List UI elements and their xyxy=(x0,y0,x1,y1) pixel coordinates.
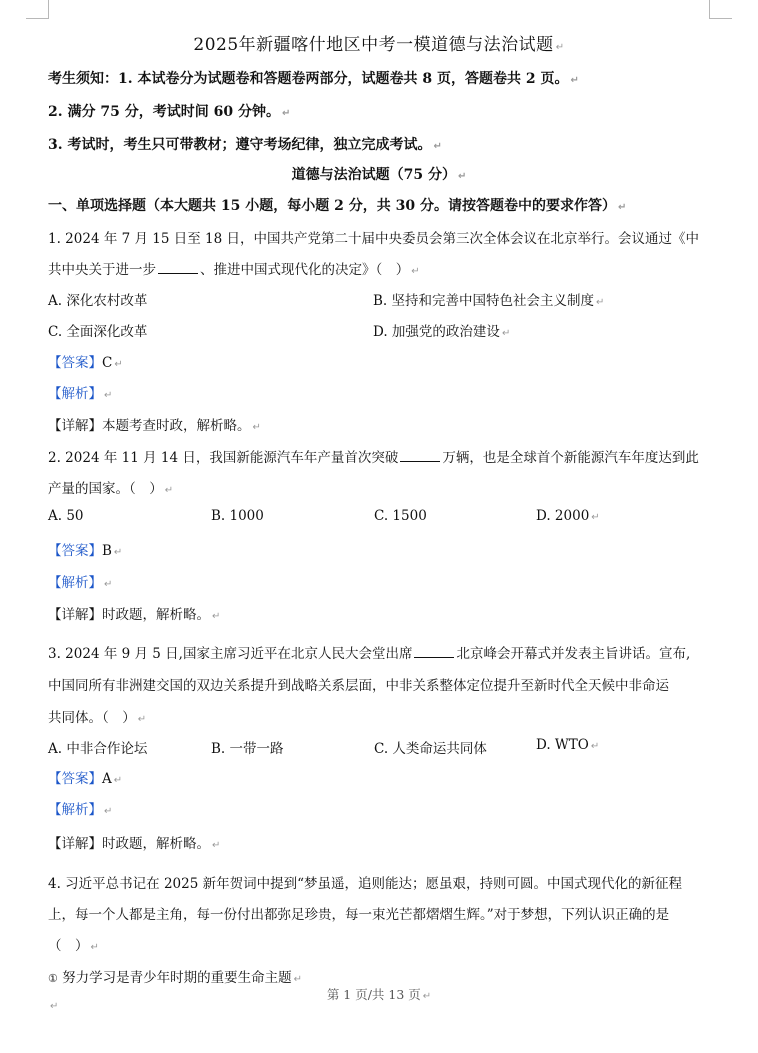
paragraph-mark-icon: ↵ xyxy=(252,422,261,433)
paragraph-mark-icon: ↵ xyxy=(617,202,627,213)
paragraph-mark-icon: ↵ xyxy=(590,741,600,752)
question-3-detail: 【详解】时政题，解析略。 ↵ xyxy=(48,836,221,852)
paragraph-mark-icon: ↵ xyxy=(104,806,113,817)
question-4-stem-line-3: （ ） ↵ xyxy=(48,938,99,954)
question-1-analysis: 【解析】 ↵ xyxy=(48,386,113,402)
paragraph-mark-icon: ↵ xyxy=(90,942,99,953)
question-2-option-a: A. 50 xyxy=(48,508,84,524)
question-3-option-c: C. 人类命运共同体 xyxy=(374,741,487,757)
answer-blank xyxy=(414,646,454,658)
question-1-option-d: D. 加强党的政治建设 ↵ xyxy=(373,324,511,340)
question-1-option-b: B. 坚持和完善中国特色社会主义制度 ↵ xyxy=(373,293,605,309)
paragraph-mark-icon: ↵ xyxy=(501,328,511,339)
question-3-stem-line-3: 共同体。（ ） ↵ xyxy=(48,710,147,726)
page-footer: 第 1 页/共 13 页 ↵ xyxy=(326,987,432,1002)
question-1-answer: 【答案】C ↵ xyxy=(48,355,123,371)
question-2-stem-line-1: 2. 2024 年 11 月 14 日，我国新能源汽车年产量首次突破 万辆，也是全球首个新能源汽车年度达到此 xyxy=(48,450,699,466)
paragraph-mark-icon: ↵ xyxy=(164,485,174,496)
page-corner-top-left xyxy=(26,0,49,19)
question-2-detail: 【详解】时政题，解析略。 ↵ xyxy=(48,607,221,623)
question-2-option-b: B. 1000 xyxy=(211,508,264,524)
question-4-stem-line-2: 上，每一个人都是主角，每一份付出都弥足珍贵，每一束光芒都熠熠生辉。”对于梦想，下列认识正确的是 xyxy=(48,907,670,923)
paragraph-mark-icon: ↵ xyxy=(596,297,605,308)
question-4-item-1: ① 努力学习是青少年时期的重要生命主题 ↵ xyxy=(48,970,303,986)
notice-line-2: 2. 满分 75 分，考试时间 60 分钟。 ↵ xyxy=(48,104,291,120)
paragraph-mark-icon: ↵ xyxy=(422,991,432,1002)
question-2-answer: 【答案】B ↵ xyxy=(48,543,123,559)
question-3-answer: 【答案】A ↵ xyxy=(48,771,123,787)
paragraph-mark-icon: ↵ xyxy=(137,714,147,725)
paragraph-mark-icon: ↵ xyxy=(212,840,221,851)
question-3-stem-line-1: 3. 2024 年 9 月 5 日,国家主席习近平在北京人民大会堂出席 北京峰会开幕式并发表主旨讲话。宣布, xyxy=(48,646,691,662)
paragraph-mark-icon: ↵ xyxy=(433,141,442,152)
question-3-option-d: D. WTO ↵ xyxy=(536,737,600,753)
paragraph-mark-icon: ↵ xyxy=(104,579,113,590)
question-2-option-d: D. 2000 ↵ xyxy=(536,508,600,524)
question-2-analysis: 【解析】 ↵ xyxy=(48,575,113,591)
paragraph-mark-icon: ↵ xyxy=(114,359,123,370)
question-3-option-b: B. 一带一路 xyxy=(211,741,284,757)
notice-line-3: 3. 考试时，考生只可带教材；遵守考场纪律，独立完成考试。 ↵ xyxy=(48,137,442,153)
question-1-option-c: C. 全面深化改革 xyxy=(48,324,148,340)
question-1-option-a: A. 深化农村改革 xyxy=(48,293,148,309)
question-1-stem-line-2: 共中央关于进一步 、推进中国式现代化的决定》（ ） ↵ xyxy=(48,262,420,278)
paragraph-mark-icon: ↵ xyxy=(570,75,579,86)
answer-blank xyxy=(400,450,440,462)
notice-line-1: 考生须知：1. 本试卷分为试题卷和答题卷两部分，试题卷共 8 页，答题卷共 2 页。 ↵ xyxy=(48,71,579,87)
question-4-stem-line-1: 4. 习近平总书记在 2025 新年贺词中提到“梦虽遥，追则能达；愿虽艰，持则可圆。中国式现代化的新征程 xyxy=(48,876,683,892)
paragraph-mark-icon: ↵ xyxy=(281,108,291,119)
question-3-option-a: A. 中非合作论坛 xyxy=(48,741,148,757)
paragraph-mark-icon: ↵ xyxy=(293,974,303,985)
page-corner-top-right xyxy=(709,0,732,19)
paragraph-mark-icon: ↵ xyxy=(555,42,565,53)
paragraph-mark-icon: ↵ xyxy=(50,1001,59,1012)
question-3-analysis: 【解析】 ↵ xyxy=(48,802,113,818)
answer-blank xyxy=(158,262,198,274)
paragraph-mark-icon: ↵ xyxy=(411,266,420,277)
paragraph-mark-icon: ↵ xyxy=(457,171,467,182)
paragraph-mark-icon: ↵ xyxy=(212,611,221,622)
document-title: 2025年新疆喀什地区中考一模道德与法治试题 ↵ xyxy=(193,35,565,55)
paragraph-mark-icon: ↵ xyxy=(591,512,600,523)
paragraph-mark-icon: ↵ xyxy=(104,390,113,401)
question-1-stem-line-1: 1. 2024 年 7 月 15 日至 18 日，中国共产党第二十届中央委员会第三次全体会议在北京举行。会议通过《中 xyxy=(48,231,700,247)
question-1-detail: 【详解】本题考查时政，解析略。 ↵ xyxy=(48,418,261,434)
paper-heading: 道德与法治试题（75 分） ↵ xyxy=(291,167,467,183)
question-2-option-c: C. 1500 xyxy=(374,508,427,524)
paragraph-mark-icon: ↵ xyxy=(113,547,123,558)
question-3-stem-line-2: 中国同所有非洲建交国的双边关系提升到战略关系层面，中非关系整体定位提升至新时代全天候中非命运 xyxy=(48,678,669,694)
question-2-stem-line-2: 产量的国家。（ ） ↵ xyxy=(48,481,174,497)
section-heading: 一、单项选择题（本大题共 15 小题，每小题 2 分，共 30 分。请按答题卷中的要求作答） ↵ xyxy=(48,198,627,214)
paragraph-mark-icon: ↵ xyxy=(113,775,123,786)
